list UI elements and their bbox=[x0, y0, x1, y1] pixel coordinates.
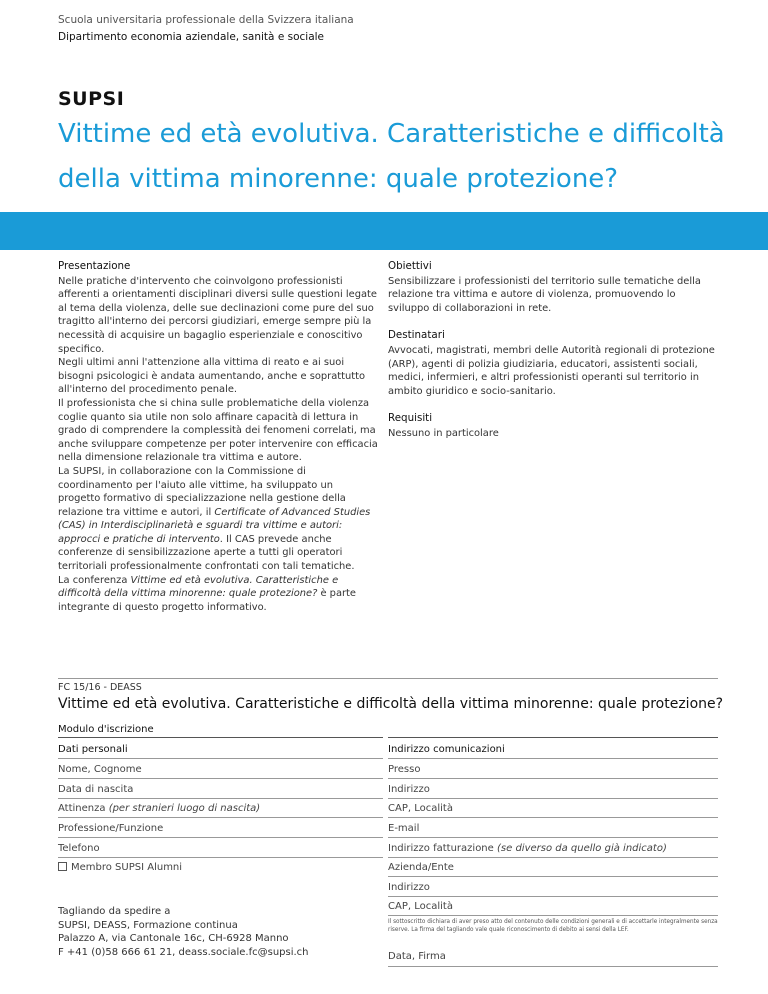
billing-note: (se diverso da quello già indicato) bbox=[497, 843, 667, 854]
form-rule bbox=[388, 737, 718, 738]
form-rule bbox=[388, 966, 718, 967]
department-name: Dipartimento economia aziendale, sanità e sociale bbox=[58, 31, 325, 43]
form-rule bbox=[388, 837, 718, 838]
email-field[interactable]: E-mail bbox=[388, 823, 420, 834]
presentazione-p3: Il professionista che si china sulle problematiche della violenza coglie quanto sia utile non solo affinare capacità di lettura in grado di comprendere la complessità dei fenomeni correlati, ma anche sviluppare competenze per poter intervenire con efficacia nella dimensione relazionale tra vittima e autore. bbox=[58, 397, 378, 464]
form-rule bbox=[388, 817, 718, 818]
billing-label: Indirizzo fatturazione bbox=[388, 843, 494, 854]
billing-indirizzo-field[interactable]: Indirizzo bbox=[388, 882, 430, 893]
form-rule bbox=[388, 915, 718, 916]
form-rule bbox=[58, 817, 383, 818]
form-rule bbox=[388, 798, 718, 799]
data-nascita-field[interactable]: Data di nascita bbox=[58, 784, 134, 795]
obiettivi-section bbox=[388, 260, 718, 315]
billing-address-heading bbox=[388, 843, 667, 854]
school-name: Scuola universitaria professionale della Svizzera italiana bbox=[58, 14, 354, 26]
obiettivi-heading: Obiettivi bbox=[388, 260, 432, 272]
form-rule bbox=[58, 857, 383, 858]
right-column bbox=[388, 260, 718, 455]
form-rule bbox=[388, 778, 718, 779]
billing-cap-field[interactable]: CAP, Località bbox=[388, 901, 453, 912]
p5-text-a: La conferenza bbox=[58, 574, 131, 586]
telefono-field[interactable]: Telefono bbox=[58, 843, 100, 854]
destinatari-heading: Destinatari bbox=[388, 329, 445, 342]
cas-title: Certificate of Advanced Studies (CAS) in Interdisciplinarietà e sguardi tra vittime e autori: approcci e pratiche di intervento bbox=[58, 506, 371, 545]
nome-cognome-field[interactable]: Nome, Cognome bbox=[58, 764, 142, 775]
supsi-logo: SUPSI bbox=[58, 88, 125, 110]
form-code: FC 15/16 - DEASS bbox=[58, 682, 142, 693]
form-rule bbox=[388, 758, 718, 759]
conference-title: Vittime ed età evolutiva. Caratteristiche e difficoltà della vittima minorenne: quale protezione? bbox=[58, 574, 339, 600]
attinenza-field[interactable] bbox=[58, 803, 260, 814]
form-rule bbox=[388, 896, 718, 897]
page-title: Vittime ed età evolutiva. Caratteristiche e difficoltà della vittima minorenne: quale protezione? bbox=[58, 119, 725, 194]
form-rule bbox=[388, 857, 718, 858]
obiettivi-text: Sensibilizzare i professionisti del territorio sulle tematiche della relazione tra vittima e autore di violenza, promuovendo lo sviluppo di collaborazioni in rete. bbox=[388, 275, 701, 314]
form-rule bbox=[58, 737, 383, 738]
form-divider bbox=[58, 678, 718, 679]
terms-fine-print: Il sottoscritto dichiara di aver preso atto del contenuto delle condizioni generali e di accettarle integralmente senza riserve. La firma del tagliando vale quale riconoscimento di debito ai sensi della LEF. bbox=[388, 919, 718, 933]
p5-text-b: è parte integrante di questo progetto informativo. bbox=[58, 588, 357, 613]
p4-text-a: La SUPSI, in collaborazione con la Commissione di coordinamento per l'aiuto alle vittime, ha sviluppato un progetto formativo di specializzazione nella gestione della relazione tra vittime e autori, il bbox=[58, 465, 346, 518]
address-line: F +41 (0)58 666 61 21, deass.sociale.fc@supsi.ch bbox=[58, 946, 309, 958]
presentazione-section bbox=[58, 260, 378, 614]
form-rule bbox=[388, 876, 718, 877]
attinenza-label: Attinenza bbox=[58, 803, 106, 814]
accent-band bbox=[0, 212, 768, 250]
presentazione-p2: Negli ultimi anni l'attenzione alla vittima di reato e ai suoi bisogni psicologici è andata aumentando, anche e soprattutto all'interno del procedimento penale. bbox=[58, 357, 366, 396]
requisiti-text: Nessuno in particolare bbox=[388, 427, 499, 439]
requisiti-section bbox=[388, 412, 718, 440]
form-rule bbox=[58, 778, 383, 779]
form-rule bbox=[58, 798, 383, 799]
form-rule bbox=[58, 758, 383, 759]
dati-personali-heading: Dati personali bbox=[58, 744, 128, 755]
mailing-address bbox=[58, 905, 309, 959]
form-rule bbox=[58, 837, 383, 838]
data-firma-field[interactable]: Data, Firma bbox=[388, 951, 446, 962]
azienda-field[interactable]: Azienda/Ente bbox=[388, 862, 454, 873]
p4-text-b: . Il CAS prevede anche conferenze di sensibilizzazione aperte a tutti gli operatori territoriali professionalmente confrontati con tali tematiche. bbox=[58, 533, 355, 573]
indirizzo-comunicazioni-heading: Indirizzo comunicazioni bbox=[388, 744, 505, 755]
address-line: Tagliando da spedire a bbox=[58, 906, 171, 917]
form-title: Vittime ed età evolutiva. Caratteristiche e difficoltà della vittima minorenne: quale protezione? bbox=[58, 696, 724, 712]
indirizzo-field[interactable]: Indirizzo bbox=[388, 784, 430, 795]
requisiti-heading: Requisiti bbox=[388, 412, 433, 425]
presentazione-p1: Nelle pratiche d'intervento che coinvolgono professionisti afferenti a orientamenti disciplinari diversi sulle questioni legate al tema della violenza, delle sue declinazioni come pure del suo tragitto all'interno dei percorsi giudiziari, emerge sempre più la necessità di acquisire un bagaglio esperienziale e conoscitivo specifico. bbox=[58, 275, 377, 355]
presso-field[interactable]: Presso bbox=[388, 764, 421, 775]
alumni-checkbox-label: Membro SUPSI Alumni bbox=[71, 862, 183, 873]
destinatari-text: Avvocati, magistrati, membri delle Autorità regionali di protezione (ARP), agenti di polizia giudiziaria, educatori, assistenti sociali, medici, infermieri, e altri professionisti operanti sul territorio in ambito giuridico e socio-sanitario. bbox=[388, 344, 715, 397]
alumni-checkbox[interactable] bbox=[58, 862, 67, 871]
left-column bbox=[58, 260, 378, 628]
cap-localita-field[interactable]: CAP, Località bbox=[388, 803, 453, 814]
professione-field[interactable]: Professione/Funzione bbox=[58, 823, 164, 834]
modulo-label: Modulo d'iscrizione bbox=[58, 724, 154, 735]
address-line: SUPSI, DEASS, Formazione continua bbox=[58, 919, 238, 931]
alumni-checkbox-row[interactable] bbox=[58, 862, 182, 873]
presentazione-p5 bbox=[58, 574, 378, 615]
address-line: Palazzo A, via Cantonale 16c, CH-6928 Manno bbox=[58, 933, 289, 945]
presentazione-p4 bbox=[58, 465, 378, 574]
presentazione-heading: Presentazione bbox=[58, 260, 131, 272]
attinenza-note: (per stranieri luogo di nascita) bbox=[108, 803, 261, 814]
destinatari-section bbox=[388, 329, 718, 398]
